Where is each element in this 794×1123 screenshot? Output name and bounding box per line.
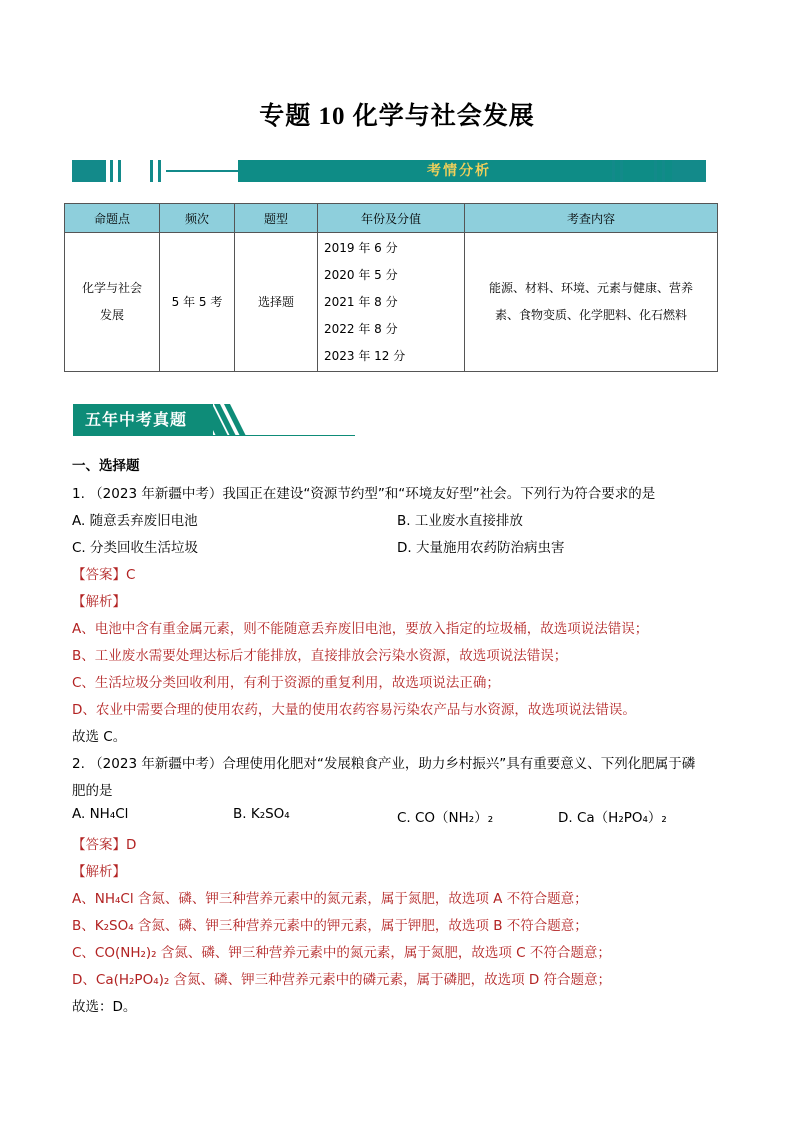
q2-answer: 【答案】D	[72, 837, 137, 853]
q2-option-c: C. CO（NH₂）₂	[397, 810, 494, 826]
table-header-row	[65, 204, 718, 233]
q2-conclusion: 故选：D。	[72, 999, 137, 1015]
q1-answer: 【答案】C	[72, 567, 136, 583]
q1-conclusion: 故选 C。	[72, 729, 127, 745]
title-number: 10	[318, 103, 346, 130]
cell-years: 2019 年 6 分 2020 年 5 分 2021 年 8 分 2022 年 8 分 2023 年 12 分	[318, 233, 465, 372]
q1-analysis-c: C、生活垃圾分类回收利用，有利于资源的重复利用，故选项说法正确；	[72, 675, 500, 691]
section-title: 五年中考真题	[73, 404, 213, 436]
section-subtitle: 一、选择题	[72, 458, 140, 474]
cell-content: 能源、材料、环境、元素与健康、营养 素、食物变质、化学肥料、化石燃料	[465, 233, 718, 372]
q2-option-d: D. Ca（H₂PO₄）₂	[558, 810, 667, 826]
cell-point: 化学与社会 发展	[65, 233, 160, 372]
q1-option-c: C. 分类回收生活垃圾	[72, 540, 199, 556]
q1-analysis-label: 【解析】	[72, 594, 126, 610]
q1-stem: 1. （2023 年新疆中考）我国正在建设“资源节约型”和“环境友好型”社会。下列行为符合要求的是	[72, 486, 656, 502]
banner-label: 考情分析	[238, 160, 680, 182]
q2-analysis-d: D、Ca(H₂PO₄)₂ 含氮、磷、钾三种营养元素中的磷元素，属于磷肥，故选项 D 符合题意；	[72, 972, 612, 988]
q1-option-d: D. 大量施用农药防治病虫害	[397, 540, 565, 556]
q1-analysis-a: A、电池中含有重金属元素，则不能随意丢弃废旧电池，要放入指定的垃圾桶，故选项说法错误；	[72, 621, 649, 637]
cell-frequency: 5 年 5 考	[160, 233, 235, 372]
q1-option-b: B. 工业废水直接排放	[397, 513, 523, 529]
q2-option-a: A. NH₄Cl	[72, 806, 129, 822]
section-underline	[73, 435, 355, 436]
title-prefix: 专题	[259, 101, 312, 130]
q2-stem-line1: 2. （2023 年新疆中考）合理使用化肥对“发展粮食产业，助力乡村振兴”具有重要意义、下列化肥属于磷	[72, 756, 696, 772]
header-years: 年份及分值	[318, 204, 465, 233]
page-title	[0, 96, 794, 132]
q2-option-b: B. K₂SO₄	[233, 806, 290, 822]
q2-analysis-b: B、K₂SO₄ 含氮、磷、钾三种营养元素中的钾元素，属于钾肥，故选项 B 不符合题意；	[72, 918, 588, 934]
header-frequency: 频次	[160, 204, 235, 233]
header-type: 题型	[235, 204, 318, 233]
exam-analysis-table	[64, 203, 718, 372]
q2-analysis-label: 【解析】	[72, 864, 126, 880]
q1-option-a: A. 随意丢弃废旧电池	[72, 513, 198, 529]
header-point: 命题点	[65, 204, 160, 233]
section-banner	[72, 160, 706, 182]
q2-analysis-a: A、NH₄Cl 含氮、磷、钾三种营养元素中的氮元素，属于氮肥，故选项 A 不符合题意；	[72, 891, 588, 907]
q1-analysis-d: D、农业中需要合理的使用农药，大量的使用农药容易污染农产品与水资源，故选项说法错误。	[72, 702, 636, 718]
table-row	[65, 233, 718, 372]
q2-stem-line2: 肥的是	[72, 783, 113, 799]
q2-analysis-c: C、CO(NH₂)₂ 含氮、磷、钾三种营养元素中的氮元素，属于氮肥，故选项 C 不符合题意；	[72, 945, 611, 961]
title-text: 化学与社会发展	[352, 101, 535, 130]
cell-type: 选择题	[235, 233, 318, 372]
section-stripes-decoration	[200, 404, 260, 436]
header-content: 考查内容	[465, 204, 718, 233]
q1-analysis-b: B、工业废水需要处理达标后才能排放，直接排放会污染水资源，故选项说法错误；	[72, 648, 568, 664]
